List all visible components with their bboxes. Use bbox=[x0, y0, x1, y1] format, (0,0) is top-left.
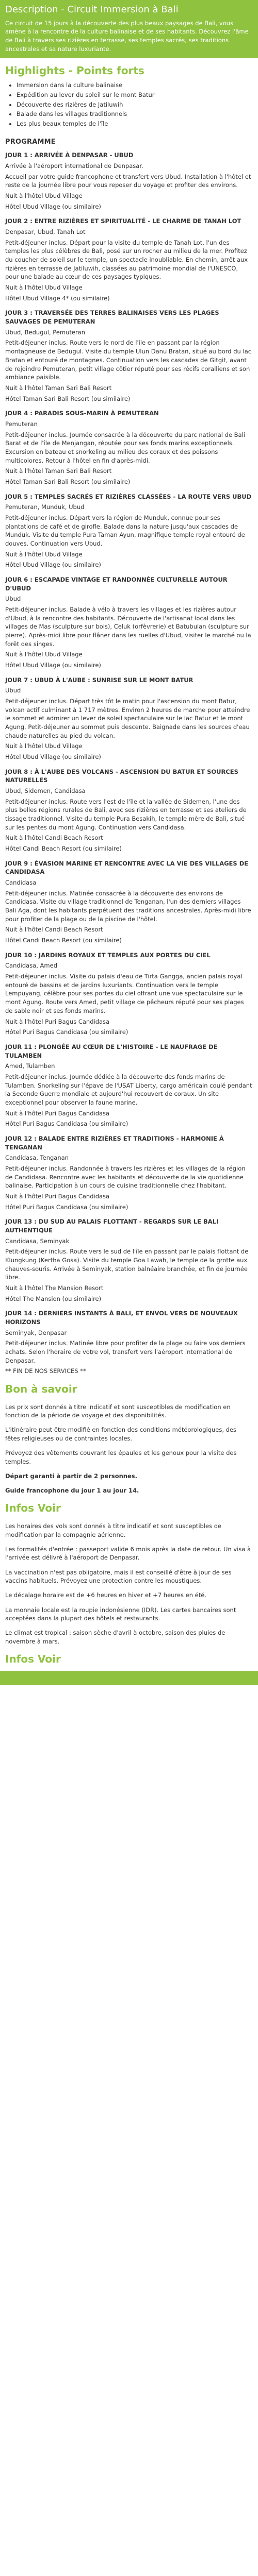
day-block bbox=[5, 1217, 253, 1303]
info-text: Le climat est tropical : saison sèche d'avril à octobre, saison des pluies de novembre à mars. bbox=[5, 1629, 225, 1646]
day-block bbox=[5, 951, 253, 1037]
day-hotel: Nuit à l'hôtel Taman Sari Bali Resort bbox=[5, 384, 112, 392]
day-hotel: Nuit à l'hôtel Puri Bagus Candidasa bbox=[5, 1192, 110, 1200]
day-title: JOUR 3 : TRAVERSÉE DES TERRES BALINAISES VERS LES PLAGES SAUVAGES DE PEMUTERAN bbox=[5, 309, 219, 326]
page-title: Description - Circuit Immersion à Bali bbox=[5, 4, 179, 15]
day-accommodation: Hôtel Candi Beach Resort (ou similaire) bbox=[5, 845, 122, 853]
day-title: JOUR 10 : JARDINS ROYAUX ET TEMPLES AUX PORTES DU CIEL bbox=[5, 951, 211, 959]
main-content bbox=[0, 58, 258, 1667]
day-hotel: Nuit à l'hôtel Ubud Village bbox=[5, 284, 83, 292]
day-title: JOUR 13 : DU SUD AU PALAIS FLOTTANT - REGARDS SUR LE BALI AUTHENTIQUE bbox=[5, 1218, 219, 1234]
day-block bbox=[5, 1043, 253, 1128]
day-block bbox=[5, 409, 253, 486]
day-title: JOUR 2 : ENTRE RIZIÈRES ET SPIRITUALITÉ - LE CHARME DE TANAH LOT bbox=[5, 217, 241, 225]
day-details: Petit-déjeuner inclus. Randonnée à travers les rizières et les villages de la région de Candidasa. Rencontre avec les habitants et découverte de la vie quotidienne balinaise. Participation à un cours de cuisine traditionnelle chez l'habitant. bbox=[5, 1164, 246, 1190]
day-location: Seminyak, Denpasar bbox=[5, 1329, 67, 1336]
day-block bbox=[5, 493, 253, 569]
info-text: Les horaires des vols sont donnés à titre indicatif et sont susceptibles de modification par la compagnie aérienne. bbox=[5, 1522, 222, 1538]
info-text: Le décalage horaire est de +6 heures en hiver et +7 heures en été. bbox=[5, 1591, 206, 1599]
day-location: Candidasa, Amed bbox=[5, 962, 58, 970]
day-hotel: Nuit à l'hôtel The Mansion Resort bbox=[5, 1284, 104, 1292]
day-block bbox=[5, 1309, 253, 1376]
good-to-know-text: Les prix sont donnés à titre indicatif et sont susceptibles de modification en fonction de la période de voyage et des disponibilités. bbox=[5, 1403, 231, 1419]
day-title: JOUR 6 : ESCAPADE VINTAGE ET RANDONNÉE CULTURELLE AUTOUR D'UBUD bbox=[5, 575, 228, 592]
highlight-item: • Découverte des rizières de Jatiluwih bbox=[17, 100, 253, 109]
day-location: Ubud, Sidemen, Candidasa bbox=[5, 787, 86, 795]
day-accommodation: ** FIN DE NOS SERVICES ** bbox=[5, 1367, 86, 1375]
day-list bbox=[5, 151, 253, 1376]
footer-title: Infos Voir bbox=[5, 1653, 61, 1666]
day-accommodation: Hôtel Puri Bagus Candidasa (ou similaire) bbox=[5, 1028, 128, 1036]
highlight-item: • Expédition au lever du soleil sur le mont Batur bbox=[17, 91, 253, 99]
day-title: JOUR 7 : UBUD À L'AUBE : SUNRISE SUR LE MONT BATUR bbox=[5, 676, 194, 684]
day-details: Petit-déjeuner inclus. Journée consacrée à la découverte du parc national de Bali Barat et de l'île de Menjangan, réputée pour ses fonds marins exceptionnels. Excursion en bateau et snorkeling au milieu des coraux et des poissons multicolores. Retour à l'hôtel en fin d'après-midi. bbox=[5, 431, 245, 464]
day-block bbox=[5, 859, 253, 945]
day-details: Accueil par votre guide francophone et transfert vers Ubud. Installation à l'hôtel et reste de la journée libre pour vous reposer du voyage et profiter des environs. bbox=[5, 173, 251, 189]
day-hotel: Nuit à l'hôtel Candi Beach Resort bbox=[5, 926, 103, 934]
day-accommodation: Hôtel Ubud Village (ou similaire) bbox=[5, 561, 101, 569]
day-details: Petit-déjeuner inclus. Départ très tôt le matin pour l'ascension du mont Batur, volcan actif culminant à 1 717 mètres. Environ 2 heures de marche pour atteindre le sommet et admirer un lever de soleil spectaculaire sur le lac Batur et le mont Agung. Petit-déjeuner au sommet puis descente. Baignade dans les sources d'eau chaude naturelles au pied du volcan. bbox=[5, 698, 250, 739]
day-accommodation: Hôtel Puri Bagus Candidasa (ou similaire) bbox=[5, 1120, 128, 1128]
day-details: Petit-déjeuner inclus. Départ vers la région de Munduk, connue pour ses plantations de café et de girofle. Balade dans la nature jusqu'aux cascades de Munduk. Visite du temple Pura Taman Ayun, magnifique temple royal entouré de douves. Continuation vers Ubud. bbox=[5, 514, 245, 547]
day-details: Petit-déjeuner inclus. Route vers le sud de l'île en passant par le palais flottant de Klungkung (Kertha Gosa). Visite du temple Goa Lawah, le temple de la grotte aux chauves-souris. Arrivée à Seminyak, station balnéaire branchée, et fin de journée libre. bbox=[5, 1248, 249, 1281]
day-block bbox=[5, 676, 253, 761]
day-hotel: Nuit à l'hôtel Puri Bagus Candidasa bbox=[5, 1109, 110, 1117]
day-location: Ubud, Bedugul, Pemuteran bbox=[5, 328, 86, 336]
day-location: Pemuteran bbox=[5, 420, 38, 428]
good-to-know-line: Guide francophone du jour 1 au jour 14. bbox=[5, 1487, 139, 1495]
day-block bbox=[5, 309, 253, 403]
day-location: Pemuteran, Munduk, Ubud bbox=[5, 503, 85, 511]
info-text: La vaccination n'est pas obligatoire, mais il est conseillé d'être à jour de ses vaccins habituels. Prévoyez une protection contre les moustiques. bbox=[5, 1568, 232, 1585]
day-location: Candidasa, Tenganan bbox=[5, 1154, 69, 1162]
day-location: Ubud bbox=[5, 687, 21, 694]
info-title: Infos Voir bbox=[5, 1502, 61, 1515]
day-details: Petit-déjeuner inclus. Matinée libre pour profiter de la plage ou faire vos derniers achats. Selon l'horaire de votre vol, transfert vers l'aéroport international de Denpasar. bbox=[5, 1340, 246, 1364]
intro-text: Ce circuit de 15 jours à la découverte des plus beaux paysages de Bali, vous amène à la rencontre de la culture balinaise et de ses habitants. Découvrez l'âme de Bali à travers ses rizières en terrasse, ses temples sacrés, ses traditions ancestrales et sa nature luxuriante. bbox=[5, 19, 249, 53]
day-details: Petit-déjeuner inclus. Balade à vélo à travers les villages et les rizières autour d'Ubud, à la rencontre des habitants. Découverte de l'artisanat local dans les villages de Mas (sculpture sur bois), Celuk (orfèvrerie) et Batubulan (sculpture sur pierre). Après-midi libre pour flâner dans les ruelles d'Ubud, visiter le marché ou la forêt des singes. bbox=[5, 605, 251, 648]
day-title: JOUR 5 : TEMPLES SACRÉS ET RIZIÈRES CLASSÉES - LA ROUTE VERS UBUD bbox=[5, 493, 252, 500]
day-hotel: Nuit à l'hôtel Ubud Village bbox=[5, 192, 83, 200]
highlight-item: • Balade dans les villages traditionnels bbox=[17, 110, 253, 118]
day-block bbox=[5, 768, 253, 853]
info-text: La monnaie locale est la roupie indonésienne (IDR). Les cartes bancaires sont acceptées dans la plupart des hôtels et restaurants. bbox=[5, 1606, 236, 1622]
day-title: JOUR 14 : DERNIERS INSTANTS À BALI, ET ENVOL VERS DE NOUVEAUX HORIZONS bbox=[5, 1310, 238, 1326]
day-block bbox=[5, 1134, 253, 1211]
hero-banner bbox=[0, 0, 258, 58]
day-hotel: Nuit à l'hôtel Candi Beach Resort bbox=[5, 834, 103, 842]
good-to-know-title: Bon à savoir bbox=[5, 1383, 77, 1396]
highlights-title: Highlights - Points forts bbox=[5, 64, 144, 77]
highlight-item: • Immersion dans la culture balinaise bbox=[17, 81, 253, 90]
day-details: Petit-déjeuner inclus. Départ pour la visite du temple de Tanah Lot, l'un des temples les plus célèbres de Bali, posé sur un rocher au milieu de la mer. Profitez du coucher de soleil sur le temple, un spectacle inoubliable. En chemin, arrêt aux rizières en terrasse de Jatiluwih, classées au patrimoine mondial de l'UNESCO, pour une balade au cœur de ces paysages typiques. bbox=[5, 239, 248, 281]
day-block bbox=[5, 151, 253, 211]
day-title: JOUR 11 : PLONGÉE AU CŒUR DE L'HISTOIRE - LE NAUFRAGE DE TULAMBEN bbox=[5, 1043, 218, 1059]
day-hotel: Nuit à l'hôtel Puri Bagus Candidasa bbox=[5, 1018, 110, 1025]
day-block bbox=[5, 217, 253, 302]
day-title: JOUR 8 : À L'AUBE DES VOLCANS - ASCENSION DU BATUR ET SOURCES NATURELLES bbox=[5, 768, 238, 784]
day-hotel: Nuit à l'hôtel Ubud Village bbox=[5, 651, 83, 658]
good-to-know-text: Prévoyez des vêtements couvrant les épaules et les genoux pour la visite des temples. bbox=[5, 1449, 237, 1465]
day-hotel: Nuit à l'hôtel Taman Sari Bali Resort bbox=[5, 467, 112, 475]
day-location: Arrivée à l'aéroport international de Denpasar. bbox=[5, 162, 143, 170]
highlights-list bbox=[5, 81, 253, 128]
day-accommodation: Hôtel Ubud Village (ou similaire) bbox=[5, 202, 101, 210]
day-location: Denpasar, Ubud, Tanah Lot bbox=[5, 228, 86, 236]
day-details: Petit-déjeuner inclus. Visite du palais d'eau de Tirta Gangga, ancien palais royal entouré de bassins et de jardins luxuriants. Continuation vers le temple Lempuyang, célèbre pour ses portes du ciel offrant une vue spectaculaire sur le mont Agung. Route vers Amed, petit village de pêcheurs réputé pour ses plages de sable noir et ses fonds marins. bbox=[5, 973, 244, 1014]
day-details: Petit-déjeuner inclus. Route vers l'est de l'île et la vallée de Sidemen, l'une des plus belles régions rurales de Bali, avec ses rizières en terrasse et ses ateliers de tissage traditionnel. Visite du temple Pura Besakih, le temple mère de Bali, situé sur les pentes du mont Agung. Continuation vers Candidasa. bbox=[5, 798, 247, 831]
day-accommodation: Hôtel Taman Sari Bali Resort (ou similaire) bbox=[5, 478, 131, 485]
day-accommodation: Hôtel The Mansion (ou similaire) bbox=[5, 1295, 102, 1302]
highlight-item: • Les plus beaux temples de l'île bbox=[17, 120, 253, 128]
day-accommodation: Hôtel Candi Beach Resort (ou similaire) bbox=[5, 937, 122, 944]
info-text: Les formalités d'entrée : passeport valide 6 mois après la date de retour. Un visa à l'arrivée est délivré à l'aéroport de Denpasar. bbox=[5, 1545, 251, 1562]
day-block bbox=[5, 575, 253, 670]
footer-bar bbox=[0, 1671, 258, 1685]
day-accommodation: Hôtel Ubud Village (ou similaire) bbox=[5, 661, 101, 669]
day-location: Candidasa bbox=[5, 879, 37, 887]
day-details: Petit-déjeuner inclus. Matinée consacrée à la découverte des environs de Candidasa. Visite du village traditionnel de Tenganan, l'un des derniers villages Bali Aga, dont les habitants perpétuent des traditions ancestrales. Après-midi libre pour profiter de la plage ou de la piscine de l'hôtel. bbox=[5, 889, 251, 923]
day-location: Amed, Tulamben bbox=[5, 1062, 55, 1070]
day-hotel: Nuit à l'hôtel Ubud Village bbox=[5, 550, 83, 558]
good-to-know-text: L'itinéraire peut être modifié en fonction des conditions météorologiques, des fêtes religieuses ou de contraintes locales. bbox=[5, 1426, 237, 1443]
day-title: JOUR 1 : ARRIVÉE À DENPASAR - UBUD bbox=[5, 151, 134, 159]
good-to-know-line: Départ garanti à partir de 2 personnes. bbox=[5, 1472, 137, 1480]
program-title: PROGRAMME bbox=[5, 138, 56, 146]
day-details: Petit-déjeuner inclus. Journée dédiée à la découverte des fonds marins de Tulamben. Snorkeling sur l'épave de l'USAT Liberty, cargo américain coulé pendant la Seconde Guerre mondiale et aujourd'hui recouvert de coraux. Un site exceptionnel pour observer la faune marine. bbox=[5, 1073, 252, 1106]
day-accommodation: Hôtel Ubud Village (ou similaire) bbox=[5, 753, 101, 761]
day-details: Petit-déjeuner inclus. Route vers le nord de l'île en passant par la région montagneuse de Bedugul. Visite du temple Ulun Danu Bratan, situé au bord du lac Bratan et entouré de montagnes. Continuation vers les cascades de Gitgit, avant de rejoindre Pemuteran, petit village côtier réputé pour ses récifs coralliens et son ambiance paisible. bbox=[5, 339, 252, 381]
day-title: JOUR 9 : ÉVASION MARINE ET RENCONTRE AVEC LA VIE DES VILLAGES DE CANDIDASA bbox=[5, 859, 249, 876]
day-accommodation: Hôtel Ubud Village 4* (ou similaire) bbox=[5, 294, 110, 302]
day-accommodation: Hôtel Puri Bagus Candidasa (ou similaire) bbox=[5, 1203, 128, 1211]
day-hotel: Nuit à l'hôtel Ubud Village bbox=[5, 742, 83, 750]
day-title: JOUR 4 : PARADIS SOUS-MARIN À PEMUTERAN bbox=[5, 410, 159, 417]
day-accommodation: Hôtel Taman Sari Bali Resort (ou similaire) bbox=[5, 395, 131, 402]
day-location: Candidasa, Seminyak bbox=[5, 1237, 70, 1245]
day-location: Ubud bbox=[5, 595, 21, 603]
day-title: JOUR 12 : BALADE ENTRE RIZIÈRES ET TRADITIONS - HARMONIE À TENGANAN bbox=[5, 1134, 224, 1151]
